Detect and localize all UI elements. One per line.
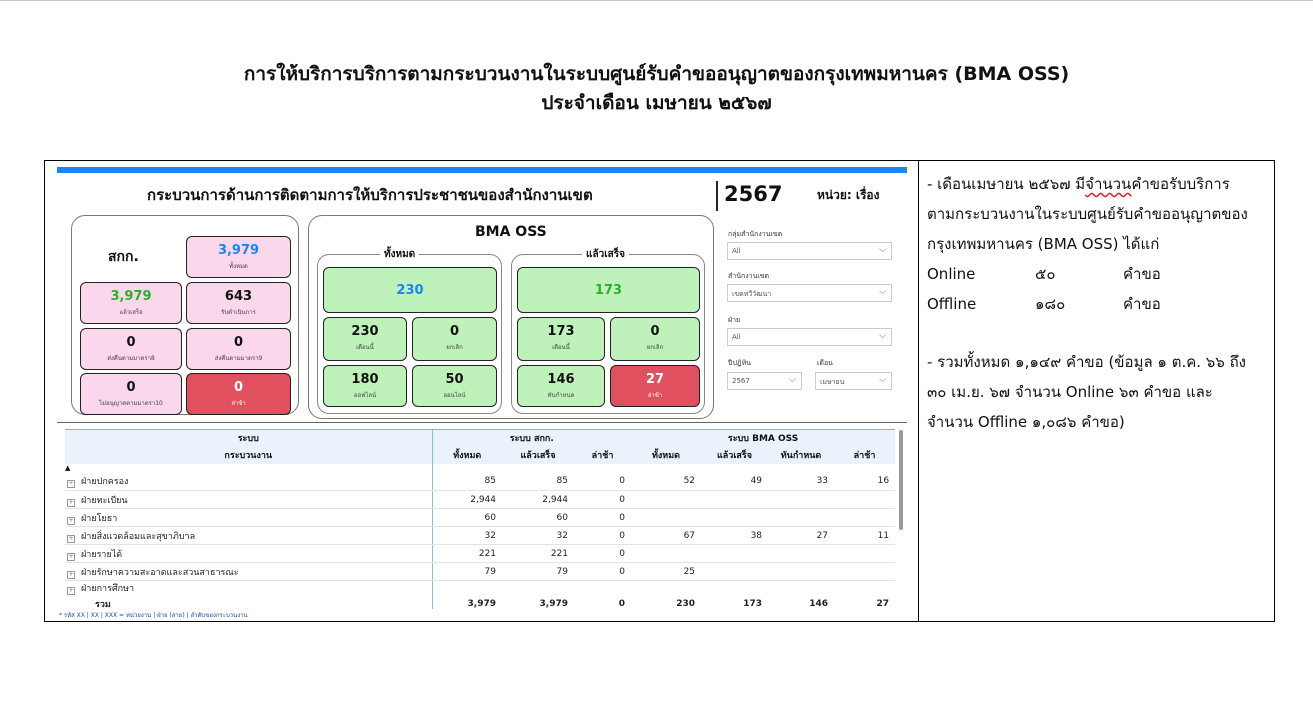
kpi-label: แล้วเสร็จ [119, 309, 143, 316]
notes-offline-row [927, 289, 1272, 319]
kpi-sk-returned-9[interactable] [186, 328, 291, 370]
table-cell [834, 581, 895, 596]
kpi-label: ยกเลิก [446, 344, 463, 351]
filter-dept-value: All [732, 333, 741, 341]
table-cell: 0 [574, 473, 631, 491]
table-cell [834, 491, 895, 509]
kpi-label: ล่าช้า [647, 392, 663, 399]
kpi-sk-total[interactable] [186, 236, 291, 278]
notes-text: คำขอรับบริการ [1131, 175, 1230, 193]
table-cell [834, 545, 895, 563]
notes-text-underlined: จำนวน [1085, 175, 1132, 193]
kpi-value: 0 [233, 335, 244, 350]
online-value: ๕๐ [1035, 265, 1056, 283]
total-label: รวม [95, 600, 111, 609]
kpi-label: ยกเลิก [646, 344, 664, 351]
table-cell: 0 [574, 563, 631, 581]
table-cell: 32 [502, 527, 574, 545]
expand-icon[interactable]: + [68, 498, 74, 506]
kpi-label: ไม่อนุญาตตามมาตรา10 [99, 400, 163, 407]
table-cell [631, 509, 701, 527]
column-header[interactable]: ทันกำหนด [768, 447, 834, 464]
table-row[interactable] [65, 581, 895, 596]
table-cell: 38 [701, 527, 768, 545]
kpi-oss-done-cancel[interactable] [610, 317, 700, 361]
summary-notes [927, 169, 1272, 437]
document-title-line1: การให้บริการบริการตามกระบวนงานในระบบศูนย์รับคำขออนุญาตของกรุงเทพมหานคร (BMA OSS) [243, 63, 1070, 85]
offline-value: ๑๘๐ [1035, 295, 1066, 313]
kpi-value: 146 [547, 372, 575, 387]
document-title [0, 60, 1313, 118]
table-cell: 79 [432, 563, 502, 581]
dashboard-screenshot [55, 167, 909, 619]
chevron-down-icon: ⌵ [879, 245, 886, 255]
table-cell: 0 [574, 527, 631, 545]
table-cell: 85 [502, 473, 574, 491]
total-cell: 0 [618, 599, 626, 609]
content-frame [44, 160, 1275, 622]
kpi-label: เดือนนี้ [356, 344, 374, 351]
notes-text: - เดือนเมษายน ๒๕๖๗ มี [927, 175, 1086, 193]
table-cell: 221 [432, 545, 502, 563]
chevron-down-icon: ⌵ [879, 287, 886, 297]
table-cell [768, 563, 834, 581]
total-cell: 230 [676, 599, 696, 609]
kpi-value: 0 [650, 324, 660, 339]
kpi-sk-returned-8[interactable] [80, 328, 182, 370]
kpi-value: 230 [396, 283, 424, 298]
column-header[interactable]: ทั้งหมด [631, 447, 701, 464]
notes-summary-2: ๓๐ เม.ย. ๖๗ จำนวน Online ๖๓ คำขอ และ [927, 383, 1213, 401]
oss-all-caption: ทั้งหมด [380, 247, 419, 262]
kpi-oss-all-total[interactable] [323, 267, 497, 313]
kpi-label: ทันกำหนด [547, 392, 575, 399]
kpi-label: ทั้งหมด [229, 263, 248, 270]
kpi-value: 0 [233, 380, 244, 395]
filter-fy-select[interactable] [727, 372, 802, 390]
sk-panel [71, 215, 299, 415]
kpi-label: ออฟไลน์ [353, 392, 377, 399]
dashboard-accent-bar [57, 167, 907, 173]
filter-group-select[interactable] [727, 242, 892, 260]
table-row[interactable] [65, 545, 895, 563]
header-process[interactable]: กระบวนงาน [65, 447, 432, 464]
oss-done-caption: แล้วเสร็จ [582, 247, 629, 262]
row-name-cell [65, 509, 432, 527]
table-cell: 32 [432, 527, 502, 545]
filter-dept-select[interactable] [727, 328, 892, 346]
process-table [65, 429, 895, 609]
table-cell [768, 491, 834, 509]
offline-label: Offline [927, 295, 977, 313]
table-cell [768, 545, 834, 563]
table-cell [834, 509, 895, 527]
bma-oss-panel [308, 215, 714, 419]
table-cell: 49 [701, 473, 768, 491]
notes-line-1 [927, 169, 1272, 199]
table-row[interactable] [65, 563, 895, 581]
column-header[interactable]: แล้วเสร็จ [502, 447, 574, 464]
row-name: ฝ่ายทะเบียน [81, 495, 128, 506]
dashboard-unit: หน่วย: เรื่อง [817, 188, 880, 202]
kpi-oss-late[interactable] [610, 365, 700, 407]
kpi-oss-online[interactable] [412, 365, 497, 407]
kpi-sk-not-permitted[interactable] [80, 373, 182, 415]
table-cell: 0 [574, 509, 631, 527]
table-cell [631, 545, 701, 563]
table-row[interactable] [65, 491, 895, 509]
top-border-line [0, 0, 1313, 1]
bma-oss-title: BMA OSS [475, 224, 547, 240]
total-cell: 146 [809, 599, 829, 609]
kpi-oss-on-time[interactable] [517, 365, 605, 407]
table-cell [631, 491, 701, 509]
expand-icon[interactable]: + [68, 516, 74, 524]
total-cell: 173 [743, 599, 763, 609]
expand-icon[interactable]: + [68, 552, 74, 560]
kpi-value: 0 [126, 335, 136, 350]
table-cell: 33 [768, 473, 834, 491]
filter-month-value: เมษายน [820, 378, 845, 386]
notes-line-3: กรุงเทพมหานคร (BMA OSS) ได้แก่ [927, 235, 1160, 253]
frame-divider [918, 161, 919, 621]
kpi-value: 0 [449, 324, 460, 339]
table-cell [768, 509, 834, 527]
kpi-label: ส่งคืนตามมาตรา8 [107, 355, 155, 362]
notes-summary-1: - รวมทั้งหมด ๑,๑๔๙ คำขอ (ข้อมูล ๑ ต.ค. ๖๖ ถึง [927, 353, 1246, 371]
table-cell: 2,944 [432, 491, 502, 509]
table-cell: 221 [502, 545, 574, 563]
row-name: ฝ่ายการศึกษา [81, 584, 135, 594]
sort-ascending-icon[interactable]: ▲ [65, 464, 432, 473]
section-divider [57, 422, 907, 423]
table-row[interactable] [65, 509, 895, 527]
kpi-sk-done[interactable] [80, 282, 182, 324]
row-name-cell [65, 491, 432, 509]
table-total-row [65, 595, 895, 609]
kpi-oss-done-total[interactable] [517, 267, 700, 313]
table-cell: 27 [768, 527, 834, 545]
table-scrollbar[interactable] [899, 430, 903, 530]
filter-fy-value: 2567 [732, 377, 750, 385]
notes-spacer [927, 319, 1272, 347]
online-unit: คำขอ [1123, 265, 1161, 283]
filter-month-select[interactable] [815, 372, 892, 390]
table-cell [574, 581, 631, 596]
kpi-label: รับดำเนินการ [221, 309, 256, 316]
oss-all-group [317, 249, 502, 414]
table-cell [768, 581, 834, 596]
filter-district-select[interactable] [727, 284, 892, 302]
table-cell: 25 [631, 563, 701, 581]
kpi-value: 180 [351, 372, 379, 387]
filter-group-value: All [732, 247, 741, 255]
kpi-sk-late[interactable] [186, 373, 291, 415]
notes-summary-3: จำนวน Offline ๑,๐๘๖ คำขอ) [927, 413, 1125, 431]
total-cell: 27 [876, 599, 890, 609]
table-cell: 16 [834, 473, 895, 491]
row-name: ฝ่ายรักษาความสะอาดและสวนสาธารณะ [81, 567, 239, 578]
table-cell [701, 581, 768, 596]
header-system: ระบบ [65, 430, 432, 447]
table-cell [701, 491, 768, 509]
kpi-value: 173 [547, 324, 575, 339]
table-cell: 11 [834, 527, 895, 545]
table-cell [834, 563, 895, 581]
column-header[interactable]: ล่าช้า [574, 447, 631, 464]
filter-fy-label: ปีปฏิทิน [728, 359, 751, 367]
row-name-cell [65, 545, 432, 563]
kpi-oss-done-month[interactable] [517, 317, 605, 361]
filter-district-value: เขตทวีวัฒนา [732, 290, 772, 298]
header-oss-group: ระบบ BMA OSS [631, 430, 895, 447]
column-header[interactable]: ทั้งหมด [432, 447, 502, 464]
dashboard-title: กระบวนการด้านการติดตามการให้บริการประชาชนของสำนักงานเขต [147, 186, 593, 204]
row-name-cell [65, 581, 432, 596]
table-footnote: * รหัส XX | XX | XXX = หน่วยงาน | ฝ่าย (สาย) | ลำดับของกระบวนงาน [59, 612, 248, 619]
kpi-value: 50 [445, 372, 464, 387]
expand-icon[interactable]: + [68, 570, 74, 578]
kpi-oss-all-cancel[interactable] [412, 317, 497, 361]
dashboard-year: 2567 [724, 182, 783, 206]
notes-online-row [927, 259, 1272, 289]
header-sk-group: ระบบ สกก. [432, 430, 631, 447]
table-cell [701, 509, 768, 527]
kpi-value: 643 [224, 289, 253, 304]
row-name-cell [65, 527, 432, 545]
kpi-label: ล่าช้า [231, 400, 246, 407]
online-label: Online [927, 265, 976, 283]
table-cell: 60 [502, 509, 574, 527]
table-cell: 60 [432, 509, 502, 527]
row-name-cell [65, 473, 432, 491]
row-name-cell [65, 563, 432, 581]
document-title-line2: ประจำเดือน เมษายน ๒๕๖๗ [541, 92, 772, 114]
total-cell: 3,979 [539, 599, 568, 609]
kpi-value: 230 [351, 324, 379, 339]
table-cell: 67 [631, 527, 701, 545]
table-cell [701, 563, 768, 581]
kpi-label: ส่งคืนตามมาตรา9 [214, 355, 263, 362]
kpi-label: เดือนนี้ [552, 344, 570, 351]
table-cell: 0 [574, 491, 631, 509]
chevron-down-icon: ⌵ [879, 375, 886, 385]
total-cell: 3,979 [432, 595, 502, 609]
oss-done-group [511, 249, 705, 414]
kpi-oss-offline[interactable] [323, 365, 407, 407]
table-cell: 85 [432, 473, 502, 491]
offline-unit: คำขอ [1123, 295, 1161, 313]
filter-district-label: สำนักงานเขต [728, 272, 770, 280]
column-header[interactable]: ล่าช้า [834, 447, 895, 464]
chevron-down-icon: ⌵ [879, 331, 886, 341]
year-separator [716, 181, 718, 211]
kpi-value: 3,979 [217, 243, 260, 258]
kpi-value: 27 [645, 372, 665, 387]
sk-label: สกก. [108, 249, 139, 265]
kpi-value: 0 [126, 380, 136, 395]
table-row[interactable] [65, 473, 895, 491]
table-row[interactable] [65, 527, 895, 545]
row-name: ฝ่ายโยธา [81, 513, 118, 524]
expand-icon[interactable]: + [68, 534, 74, 542]
table-cell [432, 581, 502, 596]
chevron-down-icon: ⌵ [789, 375, 796, 385]
table-cell [502, 581, 574, 596]
kpi-value: 173 [594, 283, 623, 298]
expand-icon[interactable]: + [68, 480, 74, 488]
kpi-sk-in-progress[interactable] [186, 282, 291, 324]
table-cell [631, 581, 701, 596]
row-name: ฝ่ายสิ่งแวดล้อมและสุขาภิบาล [81, 531, 196, 542]
column-header[interactable]: แล้วเสร็จ [701, 447, 768, 464]
table-cell: 2,944 [502, 491, 574, 509]
expand-icon[interactable]: + [68, 587, 74, 594]
table-cell: 52 [631, 473, 701, 491]
kpi-value: 3,979 [110, 289, 152, 304]
row-name: ฝ่ายรายได้ [81, 549, 123, 560]
table-cell: 79 [502, 563, 574, 581]
filter-dept-label: ฝ่าย [728, 316, 741, 324]
kpi-oss-all-month[interactable] [323, 317, 407, 361]
table-cell: 0 [574, 545, 631, 563]
kpi-label: ออนไลน์ [443, 392, 466, 399]
filter-group-label: กลุ่มสำนักงานเขต [728, 230, 783, 238]
table-cell [701, 545, 768, 563]
notes-line-2: ตามกระบวนงานในระบบศูนย์รับคำขออนุญาตของ [927, 205, 1248, 223]
filter-month-label: เดือน [817, 359, 833, 367]
row-name: ฝ่ายปกครอง [81, 477, 129, 488]
